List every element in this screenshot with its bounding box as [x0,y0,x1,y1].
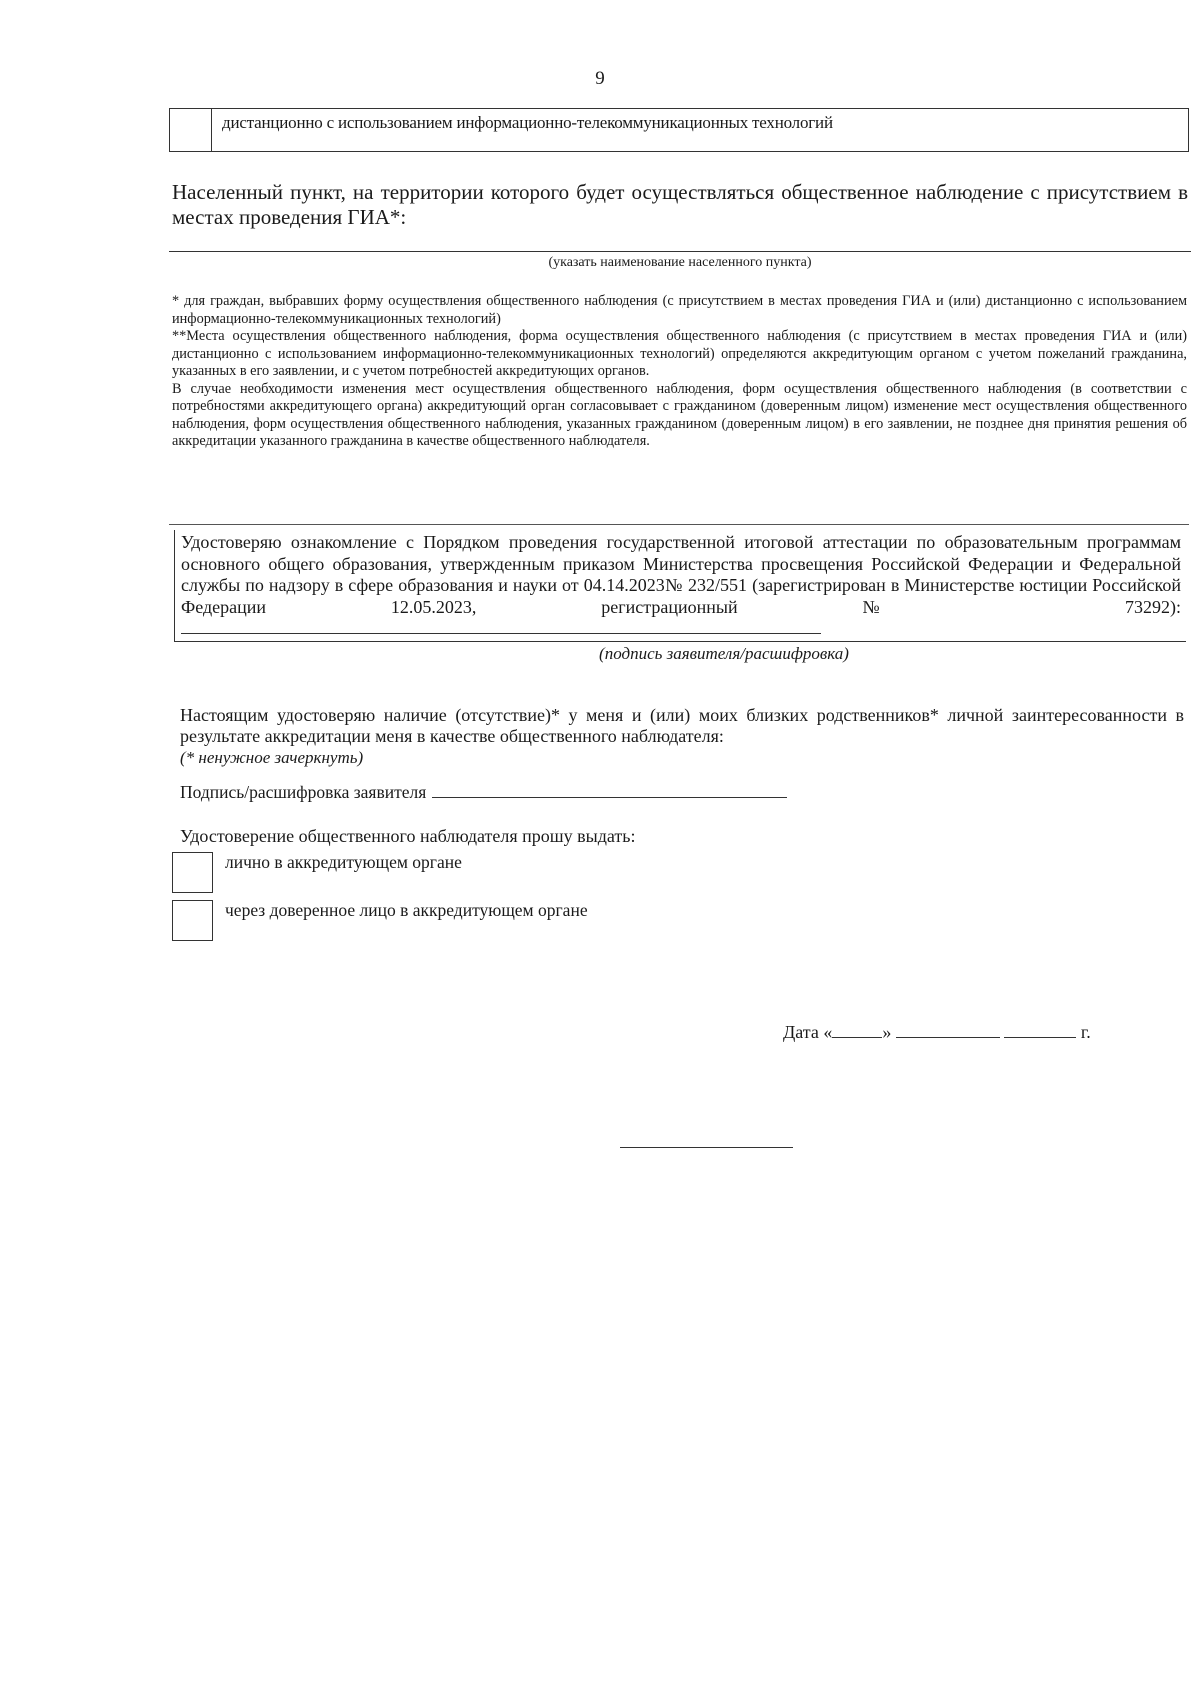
locality-heading: Населенный пункт, на территории которого будет осуществляться общественное наблюдение с присутствием в местах проведения ГИА*: [172,180,1188,229]
applicant-signature-row [180,782,787,803]
interest-note: (* ненужное зачеркнуть) [180,748,364,767]
date-day-field[interactable] [832,1023,882,1038]
date-label: Дата « [783,1022,833,1042]
acknowledgement-caption: (подпись заявителя/расшифровка) [599,644,849,663]
remote-observation-checkbox[interactable] [170,109,212,151]
date-year-field[interactable] [1004,1023,1076,1038]
page-number: 9 [595,68,605,89]
footnote-places: **Места осуществления общественного наблюдения, форма осуществления общественного наблюдения (с присутствием в местах проведения ГИА и (или) дистанционно с использованием информационно-телекоммуникационных технологий) определяются аккредитующим органом с учетом пожеланий гражданина, указанных в его заявлении, и с учетом потребностей аккредитующих органов. [172,328,1187,379]
date-close-quote: » [882,1022,892,1042]
footnotes [172,293,1187,451]
issuance-label-in-person: лично в аккредитующем органе [225,852,462,872]
date-row [783,1022,1091,1043]
remote-observation-option [169,108,1189,152]
divider [169,524,1189,525]
date-year-suffix: г. [1080,1022,1091,1042]
footnote-form: * для граждан, выбравших форму осуществления общественного наблюдения (с присутствием в местах проведения ГИА и (или) дистанционно с использованием информационно-телекоммуникационных технологий) [172,293,1187,327]
remote-observation-label: дистанционно с использованием информационно-телекоммуникационных технологий [222,113,833,132]
applicant-signature-label: Подпись/расшифровка заявителя [180,782,427,802]
applicant-signature-line[interactable] [432,782,787,798]
locality-caption: (указать наименование населенного пункта) [548,255,812,270]
issuance-checkbox-in-person[interactable] [172,852,213,893]
issuance-label-proxy: через доверенное лицо в аккредитующем органе [225,900,588,920]
acknowledgement-signature-line[interactable] [181,619,821,634]
end-divider [620,1147,793,1148]
acknowledgement-text [181,532,1181,640]
interest-statement: Настоящим удостоверяю наличие (отсутствие)* у меня и (или) моих близких родственников* личной заинтересованности в результате аккредитации меня в качестве общественного наблюдателя: [180,705,1184,746]
date-month-field[interactable] [896,1023,1000,1038]
acknowledgement-statement: Удостоверяю ознакомление с Порядком проведения государственной итоговой аттестации по образовательным программам основного общего образования, утвержденным приказом Министерства просвещения Российской Федерации и Федеральной службы по надзору в сфере образования и науки от 04.14.2023№ 232/551 (зарегистрирован в Министерстве юстиции Российской Федерации 12.05.2023, регистрационный № 73292): [181,532,1181,617]
issuance-heading: Удостоверение общественного наблюдателя прошу выдать: [180,826,636,846]
issuance-checkbox-proxy[interactable] [172,900,213,941]
locality-input-line[interactable] [169,251,1191,252]
footnote-changes: В случае необходимости изменения мест осуществления общественного наблюдения, форм осуществления общественного наблюдения (в соответствии с потребностями аккредитующего органа) аккредитующий орган согласовывает с гражданином (доверенным лицом) изменение мест осуществления общественного наблюдения, форм осуществления общественного наблюдения, указанных гражданином (доверенным лицом) в его заявлении, не позднее дня принятия решения об аккредитации указанного гражданина в качестве общественного наблюдателя. [172,380,1187,449]
